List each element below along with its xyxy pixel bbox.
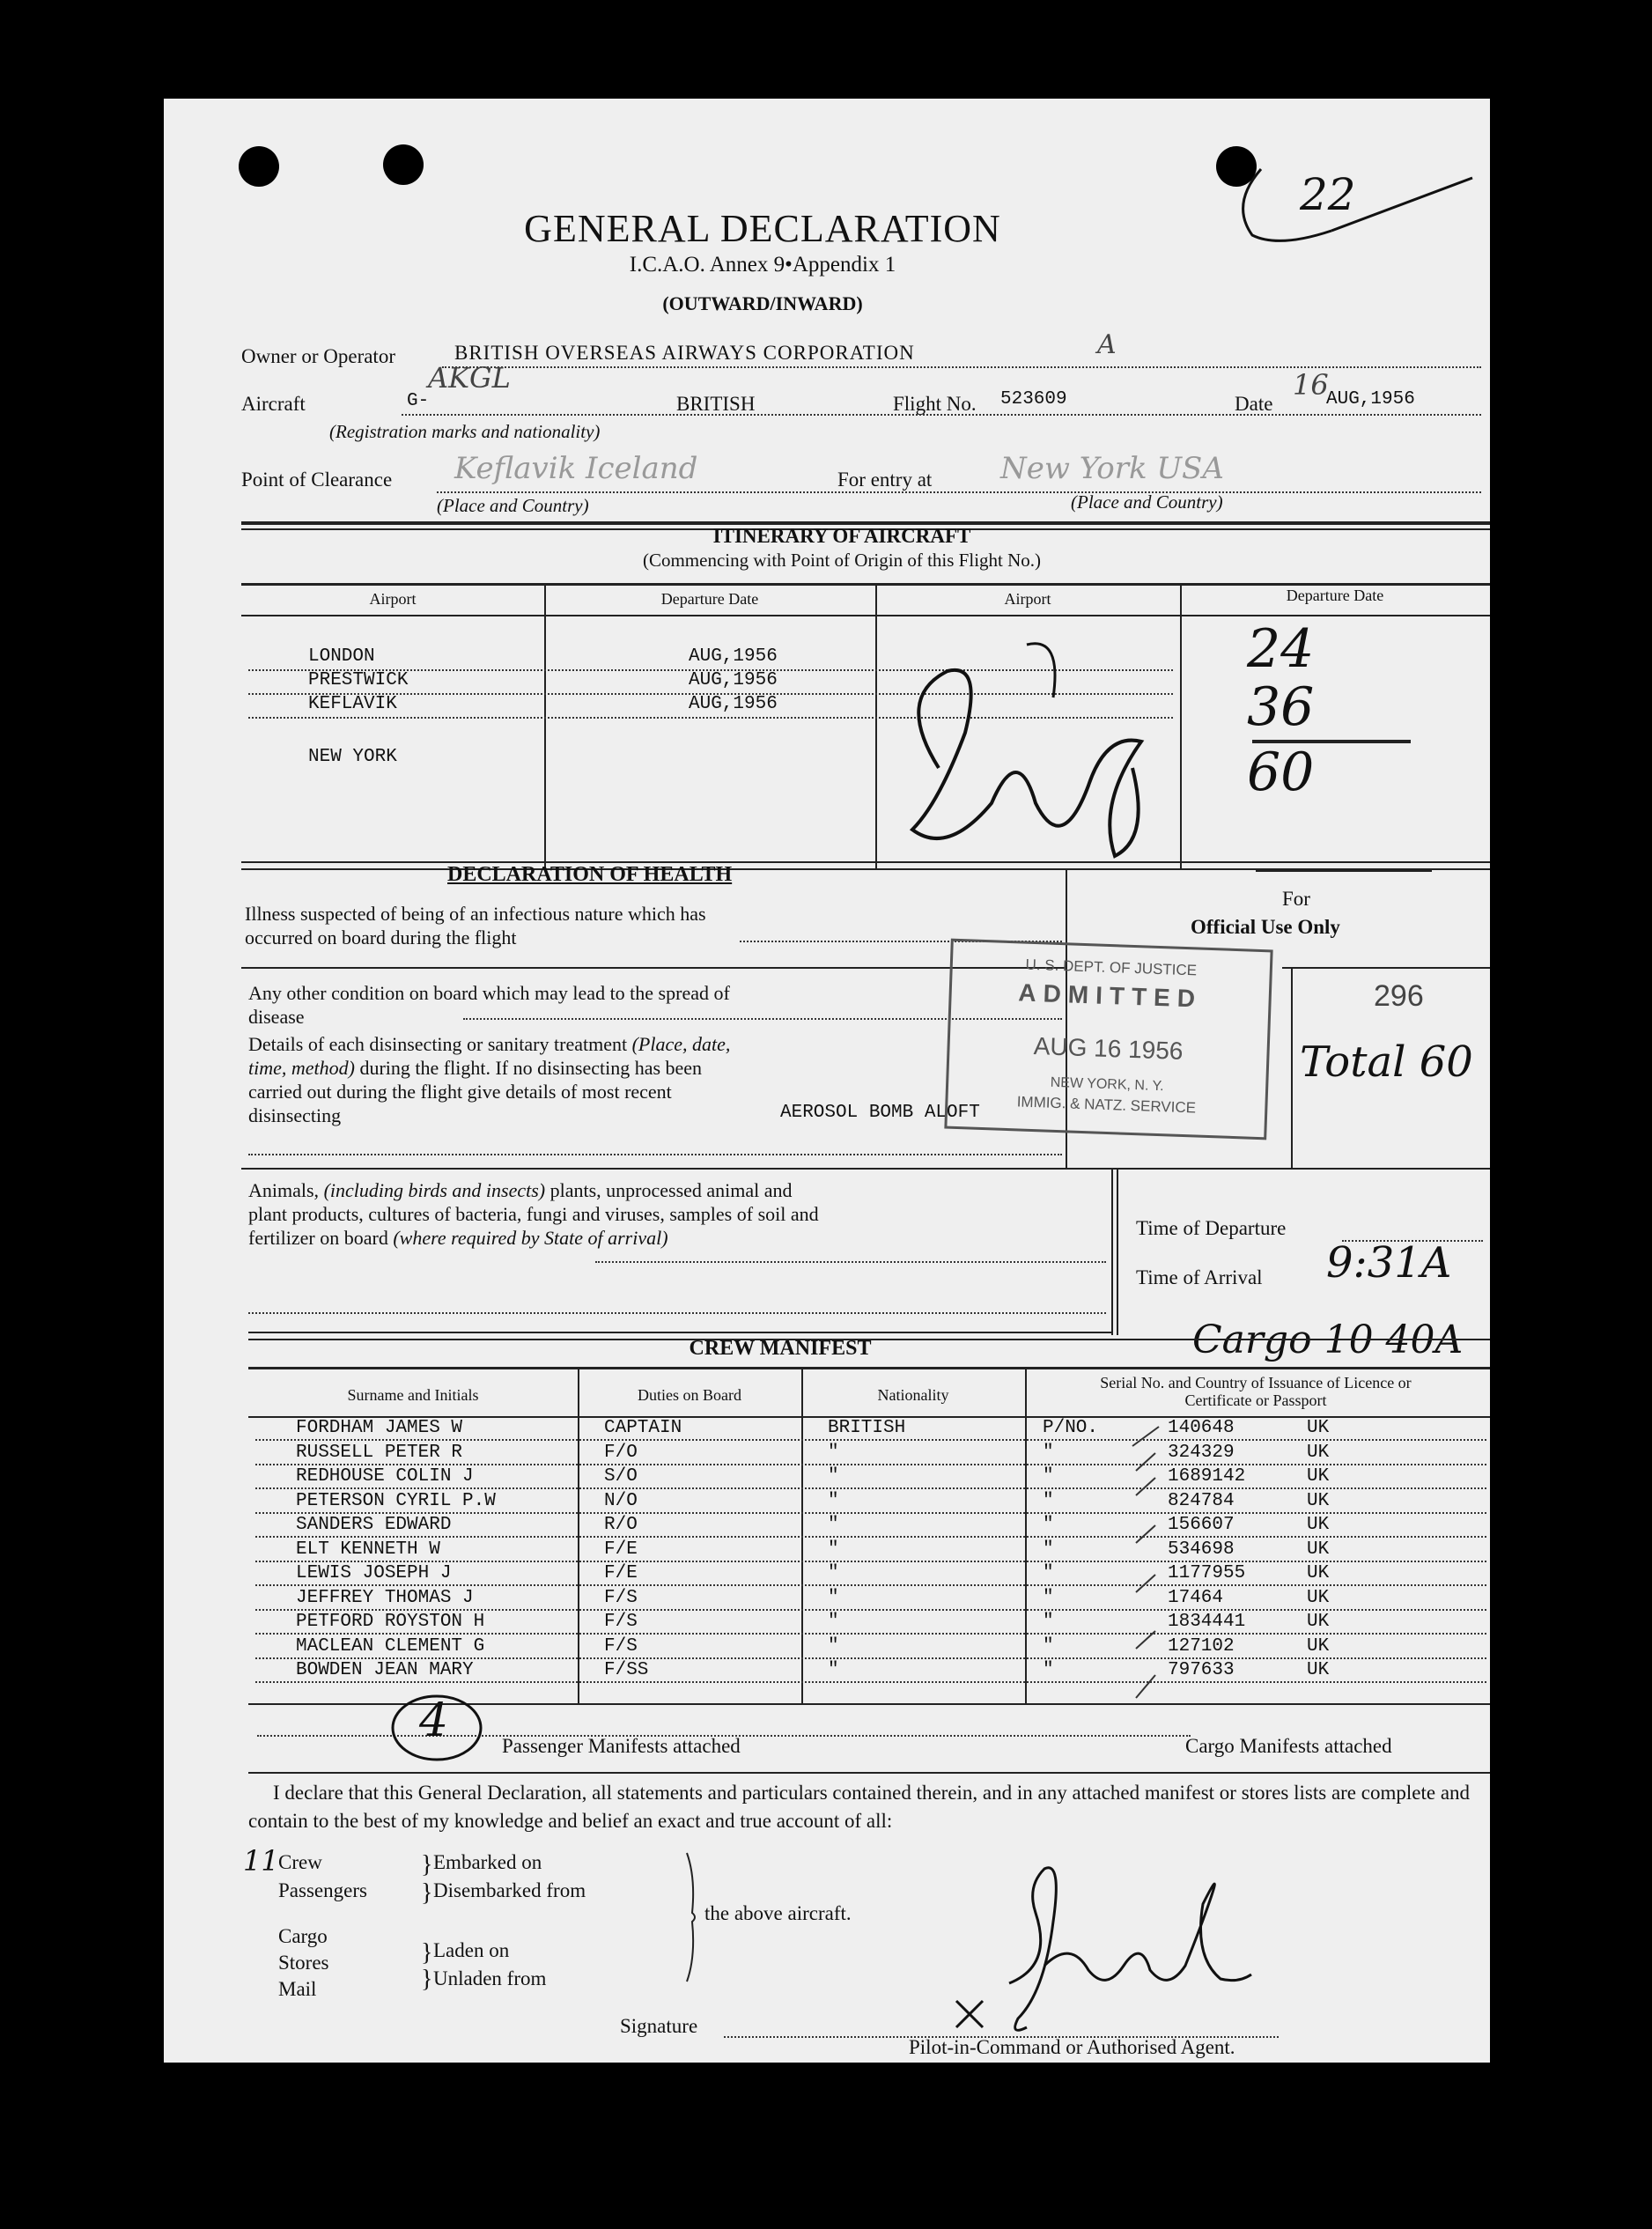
decl-stores: Stores (278, 1952, 329, 1974)
declaration-tick: 11 (243, 1844, 279, 1878)
time-arrival-handwritten: 9:31A (1326, 1238, 1452, 1288)
crew-name: SANDERS EDWARD (296, 1515, 452, 1535)
crew-duty: F/E (604, 1563, 638, 1583)
crew-country: UK (1307, 1466, 1330, 1487)
rule (241, 1168, 1490, 1170)
stamp-line: IMMIG. & NATZ. SERVICE (1016, 1093, 1197, 1117)
crew-divider (1025, 1367, 1027, 1703)
animals-italic: (including birds and insects) (323, 1179, 546, 1201)
animals-divider (1117, 1168, 1118, 1335)
crew-nationality: " (828, 1539, 839, 1560)
clearance-note: (Place and Country) (437, 495, 589, 516)
punch-hole (239, 146, 279, 187)
official-use-label: Official Use Only (1191, 916, 1340, 938)
itinerary-airport: LONDON (308, 646, 375, 667)
crew-serial: 1834441 (1168, 1612, 1246, 1632)
admitted-stamp (944, 939, 1272, 1140)
rule (248, 1332, 1111, 1333)
rule (248, 1367, 1490, 1369)
stamp-line: U. S. DEPT. OF JUSTICE (1025, 956, 1198, 979)
animals-text (248, 1178, 830, 1250)
crew-name: PETFORD ROYSTON H (296, 1612, 485, 1632)
crew-header-name: Surname and Initials (347, 1386, 479, 1404)
crew-serial: 797633 (1168, 1660, 1235, 1680)
crew-country: UK (1307, 1418, 1330, 1438)
owner-value: BRITISH OVERSEAS AIRWAYS CORPORATION (454, 342, 915, 364)
cargo-manifest-label: Cargo Manifests attached (1185, 1735, 1392, 1757)
decl-passengers: Passengers (278, 1879, 367, 1901)
itinerary-date: AUG,1956 (689, 646, 778, 667)
crew-duty: F/SS (604, 1660, 649, 1680)
crew-nationality: " (828, 1563, 839, 1583)
crew-serial-prefix: " (1043, 1612, 1054, 1632)
crew-row-line (255, 1609, 1486, 1611)
animals-divider (1111, 1168, 1113, 1335)
rule (241, 615, 1490, 616)
rule (241, 583, 1490, 586)
flight-number: 523609 (1000, 389, 1067, 410)
date-value: AUG,1956 (1326, 389, 1415, 410)
crew-serial-prefix: " (1043, 1563, 1054, 1583)
crew-row-line (255, 1633, 1486, 1635)
handwritten-scribble (886, 627, 1168, 891)
col-departure: Departure Date (660, 590, 759, 608)
punch-hole (383, 144, 424, 185)
crew-country: UK (1307, 1490, 1330, 1511)
crew-nationality: " (828, 1660, 839, 1680)
crew-serial-prefix: " (1043, 1466, 1054, 1487)
crew-serial-prefix: " (1043, 1442, 1054, 1463)
decl-mail: Mail (278, 1978, 317, 2000)
crew-name: JEFFREY THOMAS J (296, 1587, 474, 1608)
registration-note: (Registration marks and nationality) (329, 421, 601, 442)
crew-country: UK (1307, 1635, 1330, 1657)
signature-image (948, 1790, 1256, 2054)
time-arrival-label: Time of Arrival (1136, 1266, 1263, 1288)
itinerary-date: AUG,1956 (689, 670, 778, 690)
crew-duty: R/O (604, 1515, 638, 1535)
tally-value: 36 (1247, 676, 1315, 738)
entry-label: For entry at (837, 469, 933, 491)
decl-unladen: Unladen from (433, 1967, 547, 1989)
crew-nationality: " (828, 1515, 839, 1535)
animals-rest: plants, unprocessed animal and plant products, cultures of bacteria, fungi and viruses, samples of soil and fertilizer on board (248, 1179, 819, 1249)
crew-row-line (255, 1536, 1486, 1538)
official-for: For (1282, 888, 1310, 910)
crew-row-line (255, 1512, 1486, 1514)
aircraft-nationality: BRITISH (676, 393, 756, 415)
crew-serial: 1177955 (1168, 1563, 1246, 1583)
owner-label: Owner or Operator (241, 345, 395, 367)
brace: } (421, 1851, 433, 1878)
crew-row-line (255, 1439, 1486, 1441)
owner-mark: A (1097, 329, 1117, 360)
itinerary-divider (875, 583, 877, 869)
clearance-line (437, 491, 1481, 493)
passenger-manifest-label: Passenger Manifests attached (502, 1735, 741, 1757)
decl-disembarked: Disembarked from (433, 1879, 586, 1901)
rule (241, 967, 1066, 969)
decl-cargo: Cargo (278, 1925, 328, 1947)
crew-country: UK (1307, 1563, 1330, 1583)
crew-row-line (255, 1657, 1486, 1659)
crew-divider (578, 1367, 579, 1703)
col-departure-2: Departure Date (1286, 587, 1384, 604)
crew-country: UK (1307, 1587, 1330, 1608)
disinsecting-value: AEROSOL BOMB ALOFT (780, 1103, 980, 1123)
crew-duty: N/O (604, 1490, 638, 1511)
disinsecting-rest: during the flight. If no disinsecting has been carried out during the flight give details of most recent disinsecting (248, 1057, 703, 1126)
official-total: Total 60 (1300, 1037, 1473, 1087)
direction-label: (OUTWARD/INWARD) (662, 292, 863, 314)
tally-value: 60 (1247, 742, 1315, 803)
brace: } (421, 1879, 433, 1907)
health-disinsecting (248, 1032, 741, 1127)
date-day-handwritten: 16 (1293, 368, 1329, 402)
declaration-text: I declare that this General Declaration, all statements and particulars contained therein, and in any attached manifest or stores lists are complete and contain to the best of my knowledge and belief an exact and true account of all: (248, 1782, 1471, 1832)
itinerary-title: ITINERARY OF AIRCRAFT (712, 525, 971, 547)
crew-country: UK (1307, 1442, 1330, 1463)
crew-country: UK (1307, 1539, 1330, 1560)
crew-row-line (255, 1487, 1486, 1489)
crew-name: LEWIS JOSEPH J (296, 1563, 452, 1583)
stamp-line: ADMITTED (1017, 978, 1203, 1013)
signer-role: Pilot-in-Command or Authorised Agent. (909, 2036, 1235, 2058)
decl-embarked: Embarked on (433, 1851, 542, 1873)
crew-row-line (255, 1584, 1486, 1586)
rule (1282, 967, 1490, 969)
brace: } (421, 1939, 433, 1967)
clearance-label: Point of Clearance (241, 469, 393, 491)
brace: } (421, 1966, 433, 1993)
document-title: GENERAL DECLARATION (524, 207, 1001, 250)
crew-serial-prefix: " (1043, 1515, 1054, 1535)
entry-handwritten: New York USA (1000, 451, 1224, 486)
aircraft-label: Aircraft (241, 393, 306, 415)
crew-title: CREW MANIFEST (689, 1337, 872, 1360)
date-label: Date (1235, 393, 1273, 415)
crew-duty: F/E (604, 1539, 638, 1560)
aircraft-registration-handwritten: AKGL (428, 361, 511, 395)
document-page (164, 99, 1490, 2063)
crew-row-line (255, 1464, 1486, 1465)
crew-serial: 17464 (1168, 1587, 1224, 1608)
crew-duty: F/O (604, 1442, 638, 1463)
crew-duty: F/S (604, 1587, 638, 1608)
crew-name: FORDHAM JAMES W (296, 1418, 463, 1438)
crew-nationality: " (828, 1466, 839, 1487)
itinerary-divider (1180, 583, 1182, 869)
crew-serial: 1689142 (1168, 1466, 1246, 1487)
crew-serial-prefix: " (1043, 1660, 1054, 1680)
itinerary-divider (544, 583, 546, 869)
disinsecting-italic: (Place, date, time, method) (248, 1033, 731, 1079)
flight-label: Flight No. (893, 393, 977, 415)
disinsecting-text: Details of each disinsecting or sanitary treatment (248, 1033, 628, 1055)
stamp-line: NEW YORK, N. Y. (1050, 1074, 1164, 1095)
itinerary-subtitle: (Commencing with Point of Origin of this Flight No.) (642, 550, 1042, 571)
decl-above: the above aircraft. (704, 1902, 852, 1924)
crew-nationality: BRITISH (828, 1418, 906, 1438)
col-airport-2: Airport (1004, 590, 1051, 608)
aircraft-value: G- (407, 391, 430, 411)
crew-nationality: " (828, 1612, 839, 1632)
clearance-handwritten: Keflavik Iceland (454, 451, 698, 486)
crew-duty: S/O (604, 1466, 638, 1487)
official-number: 296 (1374, 979, 1424, 1013)
crew-serial: 156607 (1168, 1515, 1235, 1535)
crew-name: BOWDEN JEAN MARY (296, 1660, 474, 1680)
crew-header-duties: Duties on Board (638, 1386, 741, 1404)
crew-serial-prefix: " (1043, 1539, 1054, 1560)
document-subtitle: I.C.A.O. Annex 9•Appendix 1 (629, 253, 896, 277)
crew-row-line (255, 1681, 1486, 1683)
crew-name: MACLEAN CLEMENT G (296, 1635, 485, 1657)
itinerary-airport: NEW YORK (308, 747, 397, 767)
animals-label: Animals, (248, 1179, 320, 1201)
crew-serial: 140648 (1168, 1418, 1235, 1438)
itinerary-date: AUG,1956 (689, 694, 778, 714)
crew-nationality: " (828, 1635, 839, 1657)
crew-header-nationality: Nationality (877, 1386, 949, 1404)
crew-country: UK (1307, 1660, 1330, 1680)
crew-row-line (255, 1561, 1486, 1562)
crew-serial: 534698 (1168, 1539, 1235, 1560)
decl-laden: Laden on (433, 1939, 510, 1961)
crew-name: REDHOUSE COLIN J (296, 1466, 474, 1487)
health-other: Any other condition on board which may lead to the spread of disease (248, 982, 730, 1028)
crew-name: ELT KENNETH W (296, 1539, 440, 1560)
animals-line (595, 1261, 1106, 1263)
crew-serial-prefix: P/NO. (1043, 1418, 1099, 1438)
large-brace (683, 1851, 701, 1983)
crew-name: RUSSELL PETER R (296, 1442, 463, 1463)
cargo-time-handwritten: Cargo 10 40A (1192, 1317, 1464, 1362)
health-line (248, 1154, 1062, 1155)
crew-nationality: " (828, 1442, 839, 1463)
crew-serial-prefix: " (1043, 1490, 1054, 1511)
official-divider (1291, 967, 1293, 1168)
tally-value: 24 (1247, 618, 1315, 680)
animals-line (248, 1312, 1106, 1314)
itinerary-airport: KEFLAVIK (308, 694, 397, 714)
rule (1256, 870, 1432, 872)
crew-country: UK (1307, 1515, 1330, 1535)
decl-crew: Crew (278, 1851, 322, 1873)
crew-name: PETERSON CYRIL P.W (296, 1490, 496, 1511)
crew-duty: F/S (604, 1612, 638, 1632)
stamp-line: AUG 16 1956 (1033, 1032, 1184, 1065)
rule (248, 1772, 1490, 1774)
crew-duty: F/S (604, 1635, 638, 1657)
health-title: DECLARATION OF HEALTH (447, 863, 733, 886)
signature-label: Signature (620, 2015, 698, 2037)
crew-duty: CAPTAIN (604, 1418, 682, 1438)
crew-nationality: " (828, 1490, 839, 1511)
check-marks (1124, 1420, 1229, 1701)
crew-serial-prefix: " (1043, 1635, 1054, 1657)
corner-number: 22 (1300, 169, 1356, 220)
aircraft-line (402, 414, 1481, 416)
passenger-count: 4 (419, 1694, 449, 1747)
time-departure-label: Time of Departure (1136, 1217, 1287, 1239)
animals-note: (where required by State of arrival) (393, 1227, 668, 1249)
health-illness: Illness suspected of being of an infectious nature which has occurred on board during the flight (245, 903, 706, 948)
crew-nationality: " (828, 1587, 839, 1608)
crew-serial: 127102 (1168, 1635, 1235, 1657)
entry-note: (Place and Country) (1071, 491, 1223, 513)
col-airport: Airport (369, 590, 417, 608)
crew-country: UK (1307, 1612, 1330, 1632)
itinerary-airport: PRESTWICK (308, 670, 409, 690)
crew-serial: 324329 (1168, 1442, 1235, 1463)
crew-serial-prefix: " (1043, 1587, 1054, 1608)
crew-divider (801, 1367, 803, 1703)
crew-serial: 824784 (1168, 1490, 1235, 1511)
rule (241, 861, 1490, 863)
crew-header-serial: Serial No. and Country of Issuance of Licence or Certificate or Passport (1100, 1374, 1412, 1409)
